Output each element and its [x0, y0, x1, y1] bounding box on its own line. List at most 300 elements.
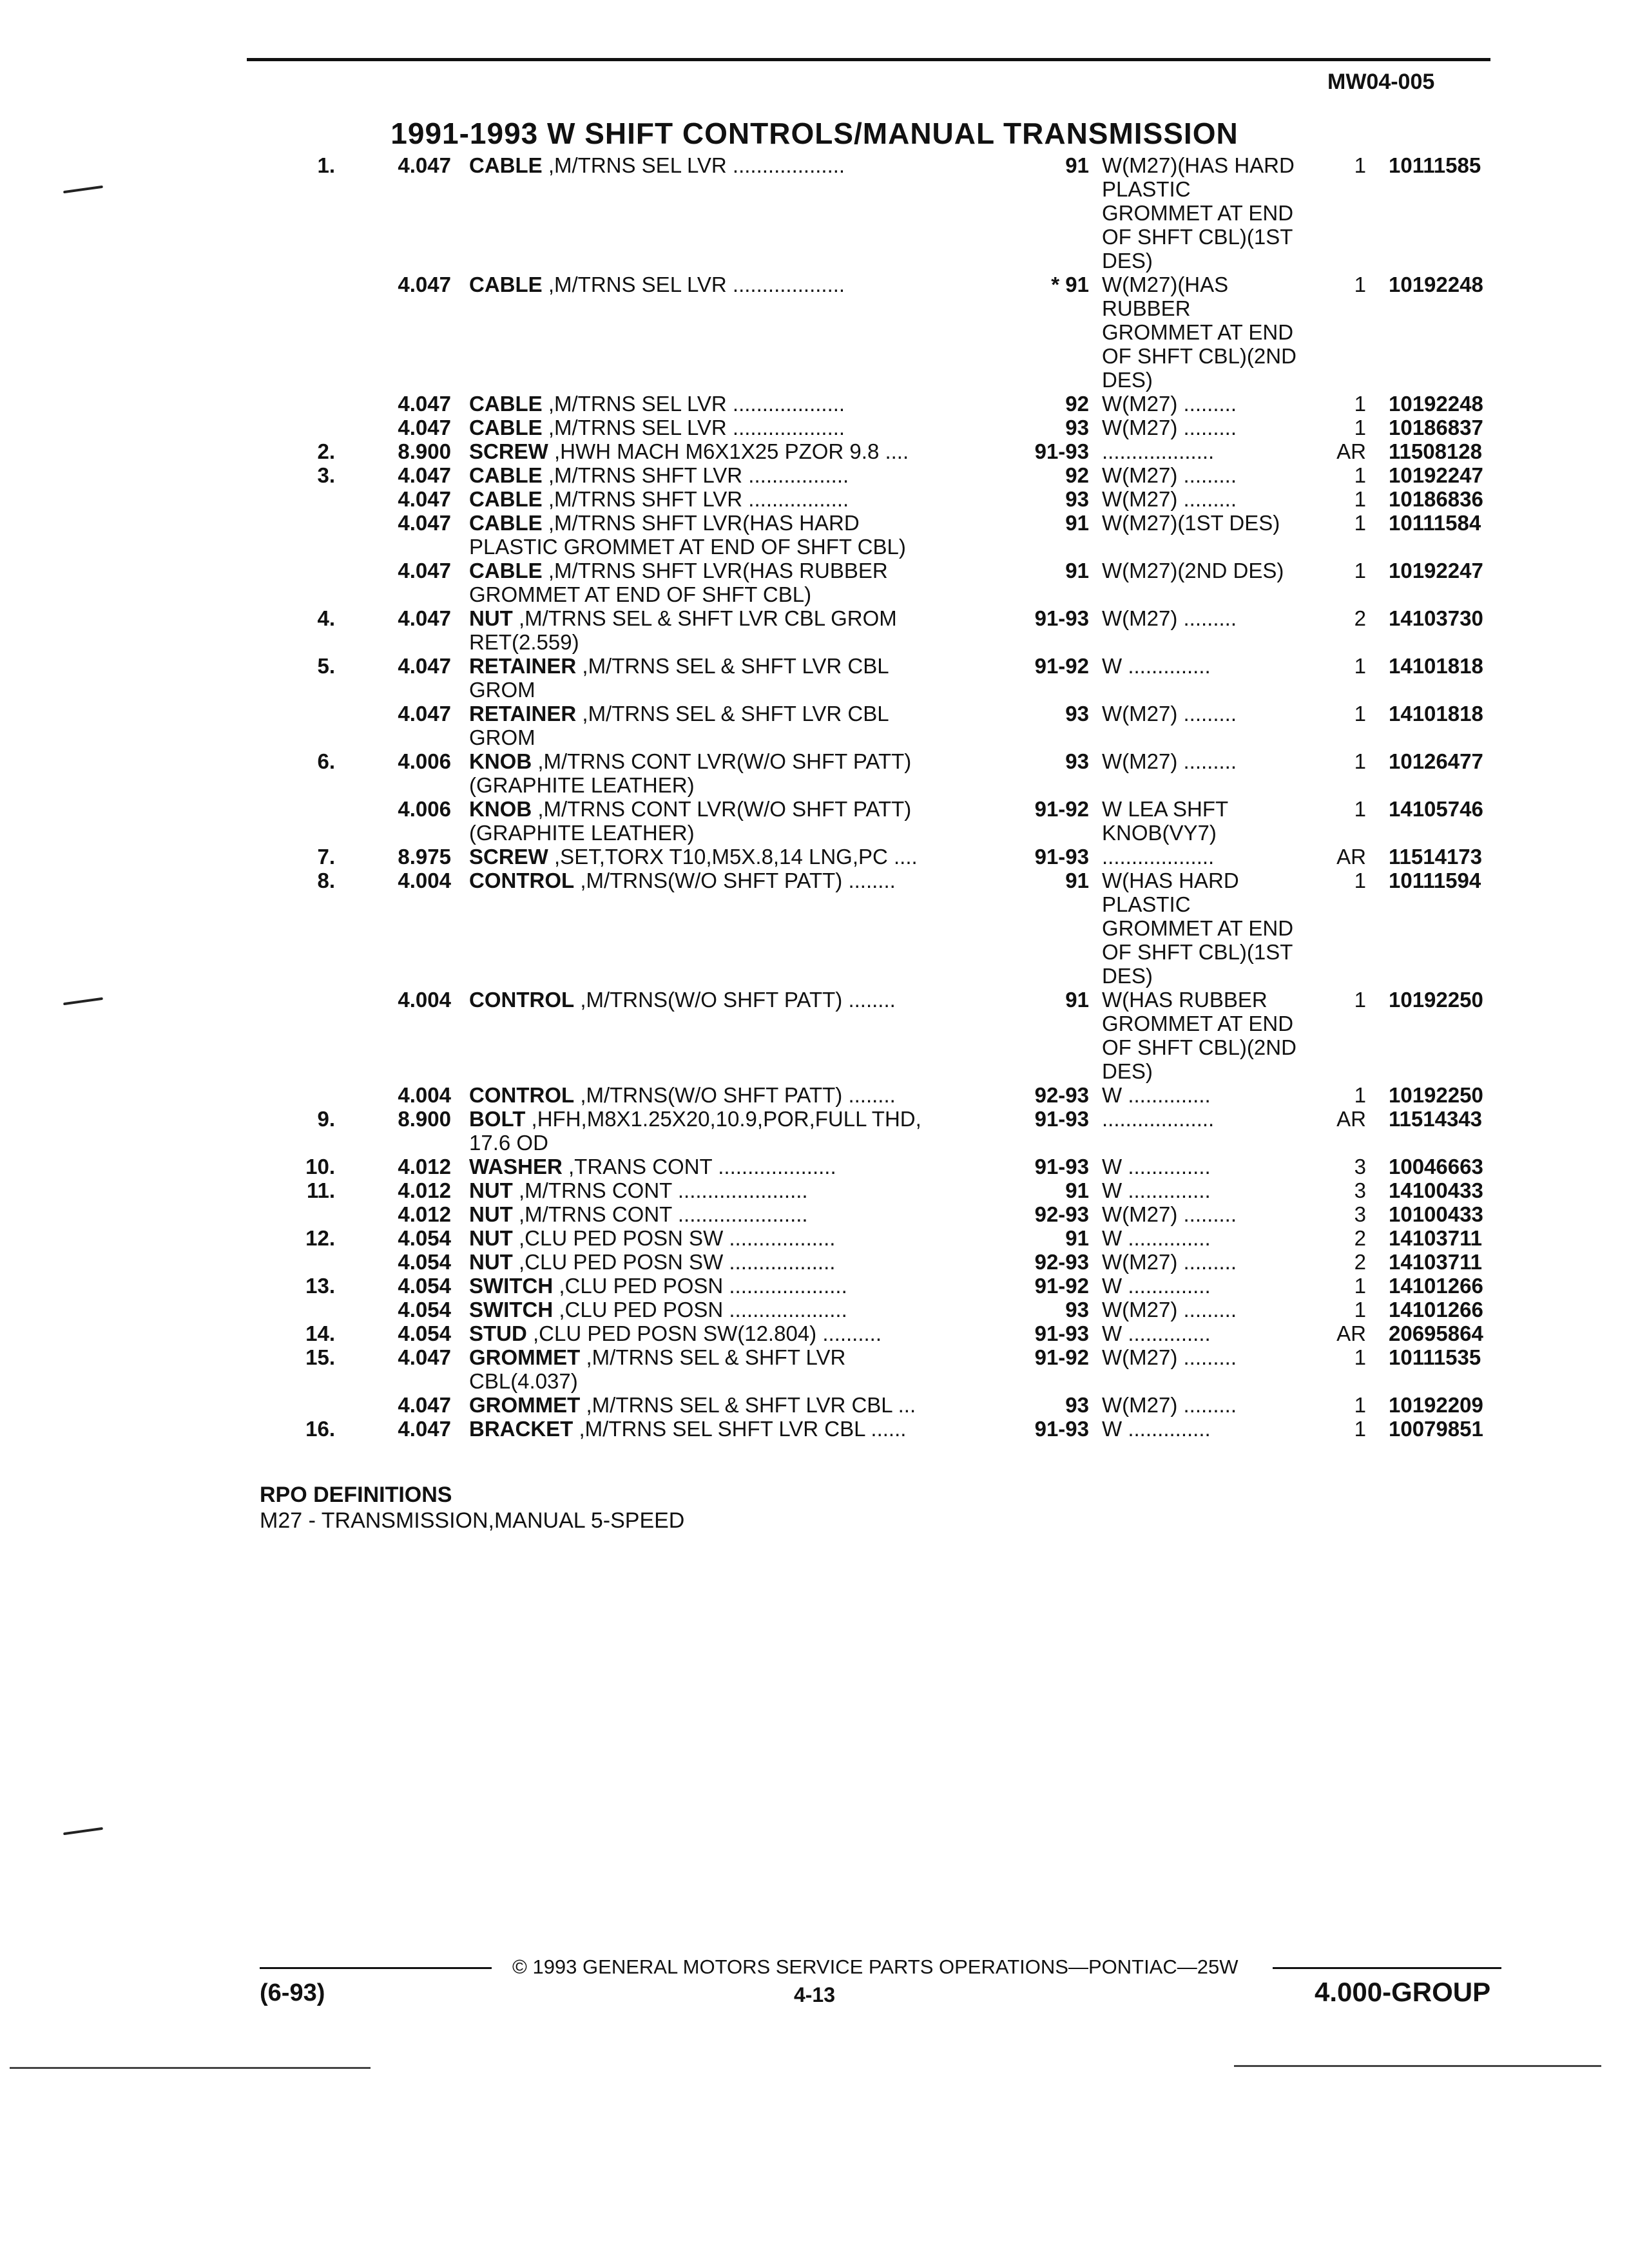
- quantity: 1: [1354, 153, 1366, 177]
- part-name: SCREW: [469, 439, 548, 463]
- ref-number: 15.: [305, 1345, 335, 1369]
- group-number: 4.047: [398, 153, 451, 177]
- group-number: 4.054: [398, 1298, 451, 1321]
- usage: W ..............: [1102, 1178, 1211, 1202]
- part-detail: ,M/TRNS SHFT LVR .................: [542, 463, 849, 487]
- quantity: 1: [1354, 392, 1366, 416]
- part-description: [469, 273, 1004, 296]
- model-years: 92-93: [1034, 1202, 1089, 1226]
- quantity: 1: [1354, 1417, 1366, 1441]
- group-number: 4.012: [398, 1155, 451, 1178]
- model-years: * 91: [1051, 273, 1089, 296]
- ref-number: 16.: [305, 1417, 335, 1441]
- part-number: 10192247: [1389, 559, 1483, 582]
- part-description: [469, 702, 1004, 749]
- table-row: [0, 1274, 1629, 1298]
- model-years: 91-93: [1034, 1321, 1089, 1345]
- part-description: [469, 845, 1004, 869]
- part-description: [469, 1298, 1004, 1321]
- part-name: SCREW: [469, 845, 548, 869]
- usage: W(M27)(HAS HARD PLASTIC GROMMET AT END OF SHFT CBL)(1ST DES): [1102, 153, 1295, 273]
- group-number: 4.012: [398, 1178, 451, 1202]
- part-number: 10126477: [1389, 749, 1483, 773]
- quantity: 3: [1354, 1178, 1366, 1202]
- part-name: NUT: [469, 1202, 513, 1226]
- model-years: 91: [1065, 869, 1089, 892]
- part-name: NUT: [469, 1226, 513, 1250]
- group-number: 4.047: [398, 416, 451, 439]
- part-description: [469, 1178, 1004, 1202]
- ref-number: 2.: [317, 439, 335, 463]
- model-years: 93: [1065, 487, 1089, 511]
- model-years: 93: [1065, 1393, 1089, 1417]
- table-row: [0, 273, 1629, 392]
- binding-mark: [63, 1827, 103, 1836]
- usage: W(M27) .........: [1102, 749, 1237, 773]
- group-number: 4.004: [398, 988, 451, 1012]
- document-code: MW04-005: [1327, 70, 1435, 94]
- usage: ...................: [1102, 439, 1215, 463]
- part-number: 10192209: [1389, 1393, 1483, 1417]
- table-row: [0, 1202, 1629, 1226]
- part-number: 10111594: [1389, 869, 1481, 892]
- table-row: [0, 511, 1629, 559]
- part-description: [469, 511, 1004, 559]
- table-row: [0, 1107, 1629, 1155]
- part-number: 14103711: [1389, 1250, 1483, 1274]
- part-detail: ,CLU PED POSN SW ..................: [512, 1226, 836, 1250]
- part-number: 10192248: [1389, 392, 1483, 416]
- top-rule: [247, 58, 1490, 61]
- usage: W(M27)(HAS RUBBER GROMMET AT END OF SHFT CBL)(2ND DES): [1102, 273, 1296, 392]
- part-number: 14101818: [1389, 654, 1483, 678]
- table-row: [0, 797, 1629, 845]
- part-number: 10111535: [1389, 1345, 1481, 1369]
- group-number: 4.012: [398, 1202, 451, 1226]
- quantity: 1: [1354, 988, 1366, 1012]
- table-row: [0, 654, 1629, 702]
- part-name: GROMMET: [469, 1393, 581, 1417]
- quantity: 1: [1354, 749, 1366, 773]
- group-number: 8.900: [398, 1107, 451, 1131]
- group-number: 4.054: [398, 1226, 451, 1250]
- quantity: 1: [1354, 463, 1366, 487]
- group-number: 4.054: [398, 1321, 451, 1345]
- quantity: 1: [1354, 1393, 1366, 1417]
- group-number: 4.006: [398, 749, 451, 773]
- part-name: CABLE: [469, 463, 543, 487]
- part-description: [469, 439, 1004, 463]
- group-number: 4.047: [398, 702, 451, 726]
- quantity: AR: [1336, 1107, 1366, 1131]
- table-row: [0, 1083, 1629, 1107]
- group-number: 4.047: [398, 463, 451, 487]
- ref-number: 4.: [317, 606, 335, 630]
- part-name: CABLE: [469, 511, 543, 535]
- quantity: 1: [1354, 559, 1366, 582]
- part-number: 10192250: [1389, 988, 1483, 1012]
- usage: W ..............: [1102, 1083, 1211, 1107]
- part-number: 14101266: [1389, 1274, 1483, 1298]
- table-row: [0, 749, 1629, 797]
- model-years: 91-92: [1034, 654, 1089, 678]
- quantity: 3: [1354, 1202, 1366, 1226]
- table-row: [0, 416, 1629, 439]
- part-detail: ,HWH MACH M6X1X25 PZOR 9.8 ....: [548, 439, 909, 463]
- part-description: [469, 1417, 1004, 1441]
- table-row: [0, 702, 1629, 749]
- ref-number: 5.: [317, 654, 335, 678]
- part-description: [469, 606, 1004, 654]
- ref-number: 8.: [317, 869, 335, 892]
- part-detail: ,M/TRNS CONT LVR(W/O SHFT PATT) (GRAPHITE LEATHER): [469, 797, 912, 845]
- model-years: 91-93: [1034, 1107, 1089, 1131]
- part-detail: ,M/TRNS(W/O SHFT PATT) ........: [574, 1083, 896, 1107]
- usage: W ..............: [1102, 1321, 1211, 1345]
- table-row: [0, 845, 1629, 869]
- usage: W(M27) .........: [1102, 606, 1237, 630]
- model-years: 93: [1065, 416, 1089, 439]
- part-detail: ,M/TRNS(W/O SHFT PATT) ........: [574, 869, 896, 892]
- table-row: [0, 1393, 1629, 1417]
- model-years: 93: [1065, 1298, 1089, 1321]
- group-number: 4.047: [398, 273, 451, 296]
- part-number: 10100433: [1389, 1202, 1483, 1226]
- rpo-line: M27 - TRANSMISSION,MANUAL 5-SPEED: [260, 1508, 685, 1533]
- usage: W(M27) .........: [1102, 1298, 1237, 1321]
- part-number: 11508128: [1389, 439, 1483, 463]
- quantity: 1: [1354, 1083, 1366, 1107]
- part-description: [469, 1226, 1004, 1250]
- table-row: [0, 1226, 1629, 1250]
- ref-number: 14.: [305, 1321, 335, 1345]
- part-description: [469, 1107, 1004, 1155]
- part-description: [469, 1250, 1004, 1274]
- ref-number: 10.: [305, 1155, 335, 1178]
- model-years: 91-93: [1034, 1417, 1089, 1441]
- ref-number: 11.: [306, 1178, 335, 1202]
- part-number: 14101266: [1389, 1298, 1483, 1321]
- footer-copyright: © 1993 GENERAL MOTORS SERVICE PARTS OPERATIONS—PONTIAC—25W: [512, 1956, 1239, 1978]
- part-name: NUT: [469, 1250, 513, 1274]
- part-description: [469, 153, 1004, 177]
- quantity: 1: [1354, 416, 1366, 439]
- quantity: 1: [1354, 273, 1366, 296]
- part-description: [469, 1345, 1004, 1393]
- table-row: [0, 1417, 1629, 1441]
- part-description: [469, 1321, 1004, 1345]
- table-row: [0, 1321, 1629, 1345]
- table-row: [0, 487, 1629, 511]
- part-description: [469, 559, 1004, 606]
- part-name: RETAINER: [469, 702, 577, 726]
- ref-number: 12.: [305, 1226, 335, 1250]
- model-years: 93: [1065, 749, 1089, 773]
- table-row: [0, 869, 1629, 988]
- model-years: 93: [1065, 702, 1089, 726]
- part-detail: ,M/TRNS SEL & SHFT LVR CBL GROM: [469, 654, 889, 702]
- part-name: CABLE: [469, 153, 543, 177]
- part-detail: ,M/TRNS SHFT LVR .................: [542, 487, 849, 511]
- part-name: KNOB: [469, 797, 532, 821]
- part-number: 10192247: [1389, 463, 1483, 487]
- usage: W(M27) .........: [1102, 1202, 1237, 1226]
- footer-date: (6-93): [260, 1979, 325, 2006]
- part-number: 10046663: [1389, 1155, 1483, 1178]
- parts-table: [0, 153, 1629, 1441]
- usage: W ..............: [1102, 654, 1211, 678]
- part-description: [469, 392, 1004, 416]
- part-number: 10079851: [1389, 1417, 1483, 1441]
- quantity: 1: [1354, 1274, 1366, 1298]
- group-number: 8.900: [398, 439, 451, 463]
- model-years: 91-92: [1034, 1274, 1089, 1298]
- bottom-rule-right: [1234, 2065, 1601, 2067]
- part-name: CABLE: [469, 416, 543, 439]
- part-name: SWITCH: [469, 1298, 554, 1321]
- part-description: [469, 1274, 1004, 1298]
- model-years: 91-92: [1034, 1345, 1089, 1369]
- part-name: RETAINER: [469, 654, 577, 678]
- usage: W(M27) .........: [1102, 1345, 1237, 1369]
- table-row: [0, 1250, 1629, 1274]
- group-number: 8.975: [398, 845, 451, 869]
- part-name: BOLT: [469, 1107, 526, 1131]
- usage: ...................: [1102, 1107, 1215, 1131]
- part-number: 14105746: [1389, 797, 1483, 821]
- table-row: [0, 1345, 1629, 1393]
- part-description: [469, 1393, 1004, 1417]
- model-years: 91: [1065, 153, 1089, 177]
- model-years: 92-93: [1034, 1083, 1089, 1107]
- part-detail: ,M/TRNS(W/O SHFT PATT) ........: [574, 988, 896, 1012]
- ref-number: 7.: [317, 845, 335, 869]
- part-name: GROMMET: [469, 1345, 581, 1369]
- quantity: AR: [1336, 845, 1366, 869]
- quantity: 1: [1354, 511, 1366, 535]
- table-row: [0, 559, 1629, 606]
- model-years: 92-93: [1034, 1250, 1089, 1274]
- part-detail: ,M/TRNS SEL SHFT LVR CBL ......: [573, 1417, 907, 1441]
- part-name: CABLE: [469, 273, 543, 296]
- part-number: 10111585: [1389, 153, 1481, 177]
- part-detail: ,M/TRNS SEL & SHFT LVR CBL GROM: [469, 702, 889, 749]
- quantity: 1: [1354, 1298, 1366, 1321]
- part-description: [469, 749, 1004, 797]
- table-row: [0, 1155, 1629, 1178]
- model-years: 91: [1065, 1178, 1089, 1202]
- usage: W(HAS RUBBER GROMMET AT END OF SHFT CBL)(2ND DES): [1102, 988, 1296, 1083]
- part-detail: ,M/TRNS SEL LVR ...................: [542, 273, 845, 296]
- part-description: [469, 487, 1004, 511]
- part-detail: ,M/TRNS SHFT LVR(HAS RUBBER GROMMET AT END OF SHFT CBL): [469, 559, 888, 606]
- group-number: 4.006: [398, 797, 451, 821]
- part-detail: ,M/TRNS SEL & SHFT LVR CBL ...: [580, 1393, 916, 1417]
- page-title: 1991-1993 W SHIFT CONTROLS/MANUAL TRANSMISSION: [390, 117, 1239, 150]
- quantity: AR: [1336, 1321, 1366, 1345]
- part-description: [469, 988, 1004, 1012]
- part-number: 14103711: [1389, 1226, 1483, 1250]
- usage: W(M27) .........: [1102, 1393, 1237, 1417]
- part-number: 10186837: [1389, 416, 1483, 439]
- usage: W(M27) .........: [1102, 463, 1237, 487]
- quantity: 1: [1354, 702, 1366, 726]
- group-number: 4.047: [398, 606, 451, 630]
- part-detail: ,M/TRNS SHFT LVR(HAS HARD PLASTIC GROMMET AT END OF SHFT CBL): [469, 511, 906, 559]
- usage: W(M27) .........: [1102, 392, 1237, 416]
- footer-rule-right: [1273, 1967, 1501, 1969]
- usage: W(M27) .........: [1102, 702, 1237, 726]
- part-detail: ,CLU PED POSN SW ..................: [512, 1250, 836, 1274]
- part-description: [469, 416, 1004, 439]
- group-number: 4.054: [398, 1250, 451, 1274]
- model-years: 91-93: [1034, 439, 1089, 463]
- part-number: 10192248: [1389, 273, 1483, 296]
- table-row: [0, 1178, 1629, 1202]
- part-name: NUT: [469, 606, 513, 630]
- table-row: [0, 1298, 1629, 1321]
- usage: W(M27) .........: [1102, 416, 1237, 439]
- part-name: CONTROL: [469, 869, 575, 892]
- table-row: [0, 463, 1629, 487]
- rpo-definitions: [260, 1482, 684, 1533]
- part-name: NUT: [469, 1178, 513, 1202]
- ref-number: 1.: [317, 153, 335, 177]
- table-row: [0, 988, 1629, 1083]
- part-detail: ,M/TRNS SEL & SHFT LVR CBL GROM RET(2.559): [469, 606, 897, 654]
- model-years: 91: [1065, 988, 1089, 1012]
- model-years: 92: [1065, 463, 1089, 487]
- model-years: 92: [1065, 392, 1089, 416]
- part-detail: ,HFH,M8X1.25X20,10.9,POR,FULL THD, 17.6 OD: [469, 1107, 921, 1155]
- quantity: 1: [1354, 654, 1366, 678]
- part-number: 11514343: [1389, 1107, 1483, 1131]
- model-years: 91-93: [1034, 845, 1089, 869]
- usage: ...................: [1102, 845, 1215, 869]
- quantity: 2: [1354, 1226, 1366, 1250]
- bottom-rule-left: [10, 2067, 371, 2069]
- part-number: 14103730: [1389, 606, 1483, 630]
- usage: W ..............: [1102, 1417, 1211, 1441]
- usage: W(M27) .........: [1102, 487, 1237, 511]
- part-number: 10186836: [1389, 487, 1483, 511]
- part-detail: ,TRANS CONT ....................: [562, 1155, 836, 1178]
- usage: W(M27)(1ST DES): [1102, 511, 1280, 535]
- quantity: 1: [1354, 487, 1366, 511]
- part-name: KNOB: [469, 749, 532, 773]
- part-detail: ,M/TRNS SEL LVR ...................: [542, 153, 845, 177]
- part-name: SWITCH: [469, 1274, 554, 1298]
- part-detail: ,M/TRNS CONT ......................: [512, 1202, 808, 1226]
- part-name: WASHER: [469, 1155, 563, 1178]
- ref-number: 6.: [317, 749, 335, 773]
- part-description: [469, 1202, 1004, 1226]
- part-description: [469, 463, 1004, 487]
- quantity: 2: [1354, 606, 1366, 630]
- quantity: 1: [1354, 797, 1366, 821]
- model-years: 91-93: [1034, 1155, 1089, 1178]
- table-row: [0, 606, 1629, 654]
- part-description: [469, 797, 1004, 845]
- part-detail: ,SET,TORX T10,M5X.8,14 LNG,PC ....: [548, 845, 918, 869]
- usage: W ..............: [1102, 1155, 1211, 1178]
- part-number: 10111584: [1389, 511, 1481, 535]
- part-name: STUD: [469, 1321, 527, 1345]
- table-row: [0, 392, 1629, 416]
- part-detail: ,CLU PED POSN ....................: [553, 1298, 847, 1321]
- group-number: 4.047: [398, 392, 451, 416]
- part-number: 20695864: [1389, 1321, 1483, 1345]
- model-years: 91-92: [1034, 797, 1089, 821]
- usage: W(M27)(2ND DES): [1102, 559, 1284, 582]
- part-name: CABLE: [469, 392, 543, 416]
- model-years: 91: [1065, 559, 1089, 582]
- group-number: 4.004: [398, 1083, 451, 1107]
- part-number: 14101818: [1389, 702, 1483, 726]
- usage: W ..............: [1102, 1226, 1211, 1250]
- ref-number: 3.: [317, 463, 335, 487]
- part-number: 10192250: [1389, 1083, 1483, 1107]
- footer-rule-left: [260, 1967, 492, 1969]
- group-number: 4.047: [398, 1345, 451, 1369]
- quantity: 1: [1354, 869, 1366, 892]
- group-number: 4.047: [398, 654, 451, 678]
- quantity: 2: [1354, 1250, 1366, 1274]
- group-number: 4.054: [398, 1274, 451, 1298]
- footer-group: 4.000-GROUP: [1315, 1977, 1491, 2007]
- part-description: [469, 1083, 1004, 1107]
- group-number: 4.047: [398, 559, 451, 582]
- part-name: CONTROL: [469, 1083, 575, 1107]
- ref-number: 13.: [305, 1274, 335, 1298]
- table-row: [0, 439, 1629, 463]
- group-number: 4.047: [398, 487, 451, 511]
- footer-page-number: 4-13: [793, 1983, 836, 2006]
- part-description: [469, 1155, 1004, 1178]
- part-name: BRACKET: [469, 1417, 574, 1441]
- part-name: CABLE: [469, 559, 543, 582]
- part-detail: ,M/TRNS SEL LVR ...................: [542, 416, 845, 439]
- part-number: 14100433: [1389, 1178, 1483, 1202]
- group-number: 4.047: [398, 511, 451, 535]
- part-name: CONTROL: [469, 988, 575, 1012]
- rpo-title: RPO DEFINITIONS: [260, 1483, 452, 1507]
- model-years: 91-93: [1034, 606, 1089, 630]
- quantity: 1: [1354, 1345, 1366, 1369]
- part-detail: ,CLU PED POSN SW(12.804) ..........: [526, 1321, 882, 1345]
- part-detail: ,M/TRNS SEL LVR ...................: [542, 392, 845, 416]
- usage: W ..............: [1102, 1274, 1211, 1298]
- model-years: 91: [1065, 1226, 1089, 1250]
- table-row: [0, 153, 1629, 273]
- part-name: CABLE: [469, 487, 543, 511]
- part-number: 11514173: [1389, 845, 1483, 869]
- quantity: 3: [1354, 1155, 1366, 1178]
- part-detail: ,CLU PED POSN ....................: [553, 1274, 847, 1298]
- part-description: [469, 654, 1004, 702]
- usage: W(HAS HARD PLASTIC GROMMET AT END OF SHFT CBL)(1ST DES): [1102, 869, 1294, 988]
- quantity: AR: [1336, 439, 1366, 463]
- ref-number: 9.: [317, 1107, 335, 1131]
- part-detail: ,M/TRNS SEL & SHFT LVR CBL(4.037): [469, 1345, 846, 1393]
- group-number: 4.004: [398, 869, 451, 892]
- part-description: [469, 869, 1004, 892]
- usage: W(M27) .........: [1102, 1250, 1237, 1274]
- part-detail: ,M/TRNS CONT ......................: [512, 1178, 808, 1202]
- part-detail: ,M/TRNS CONT LVR(W/O SHFT PATT) (GRAPHITE LEATHER): [469, 749, 912, 797]
- model-years: 91: [1065, 511, 1089, 535]
- group-number: 4.047: [398, 1393, 451, 1417]
